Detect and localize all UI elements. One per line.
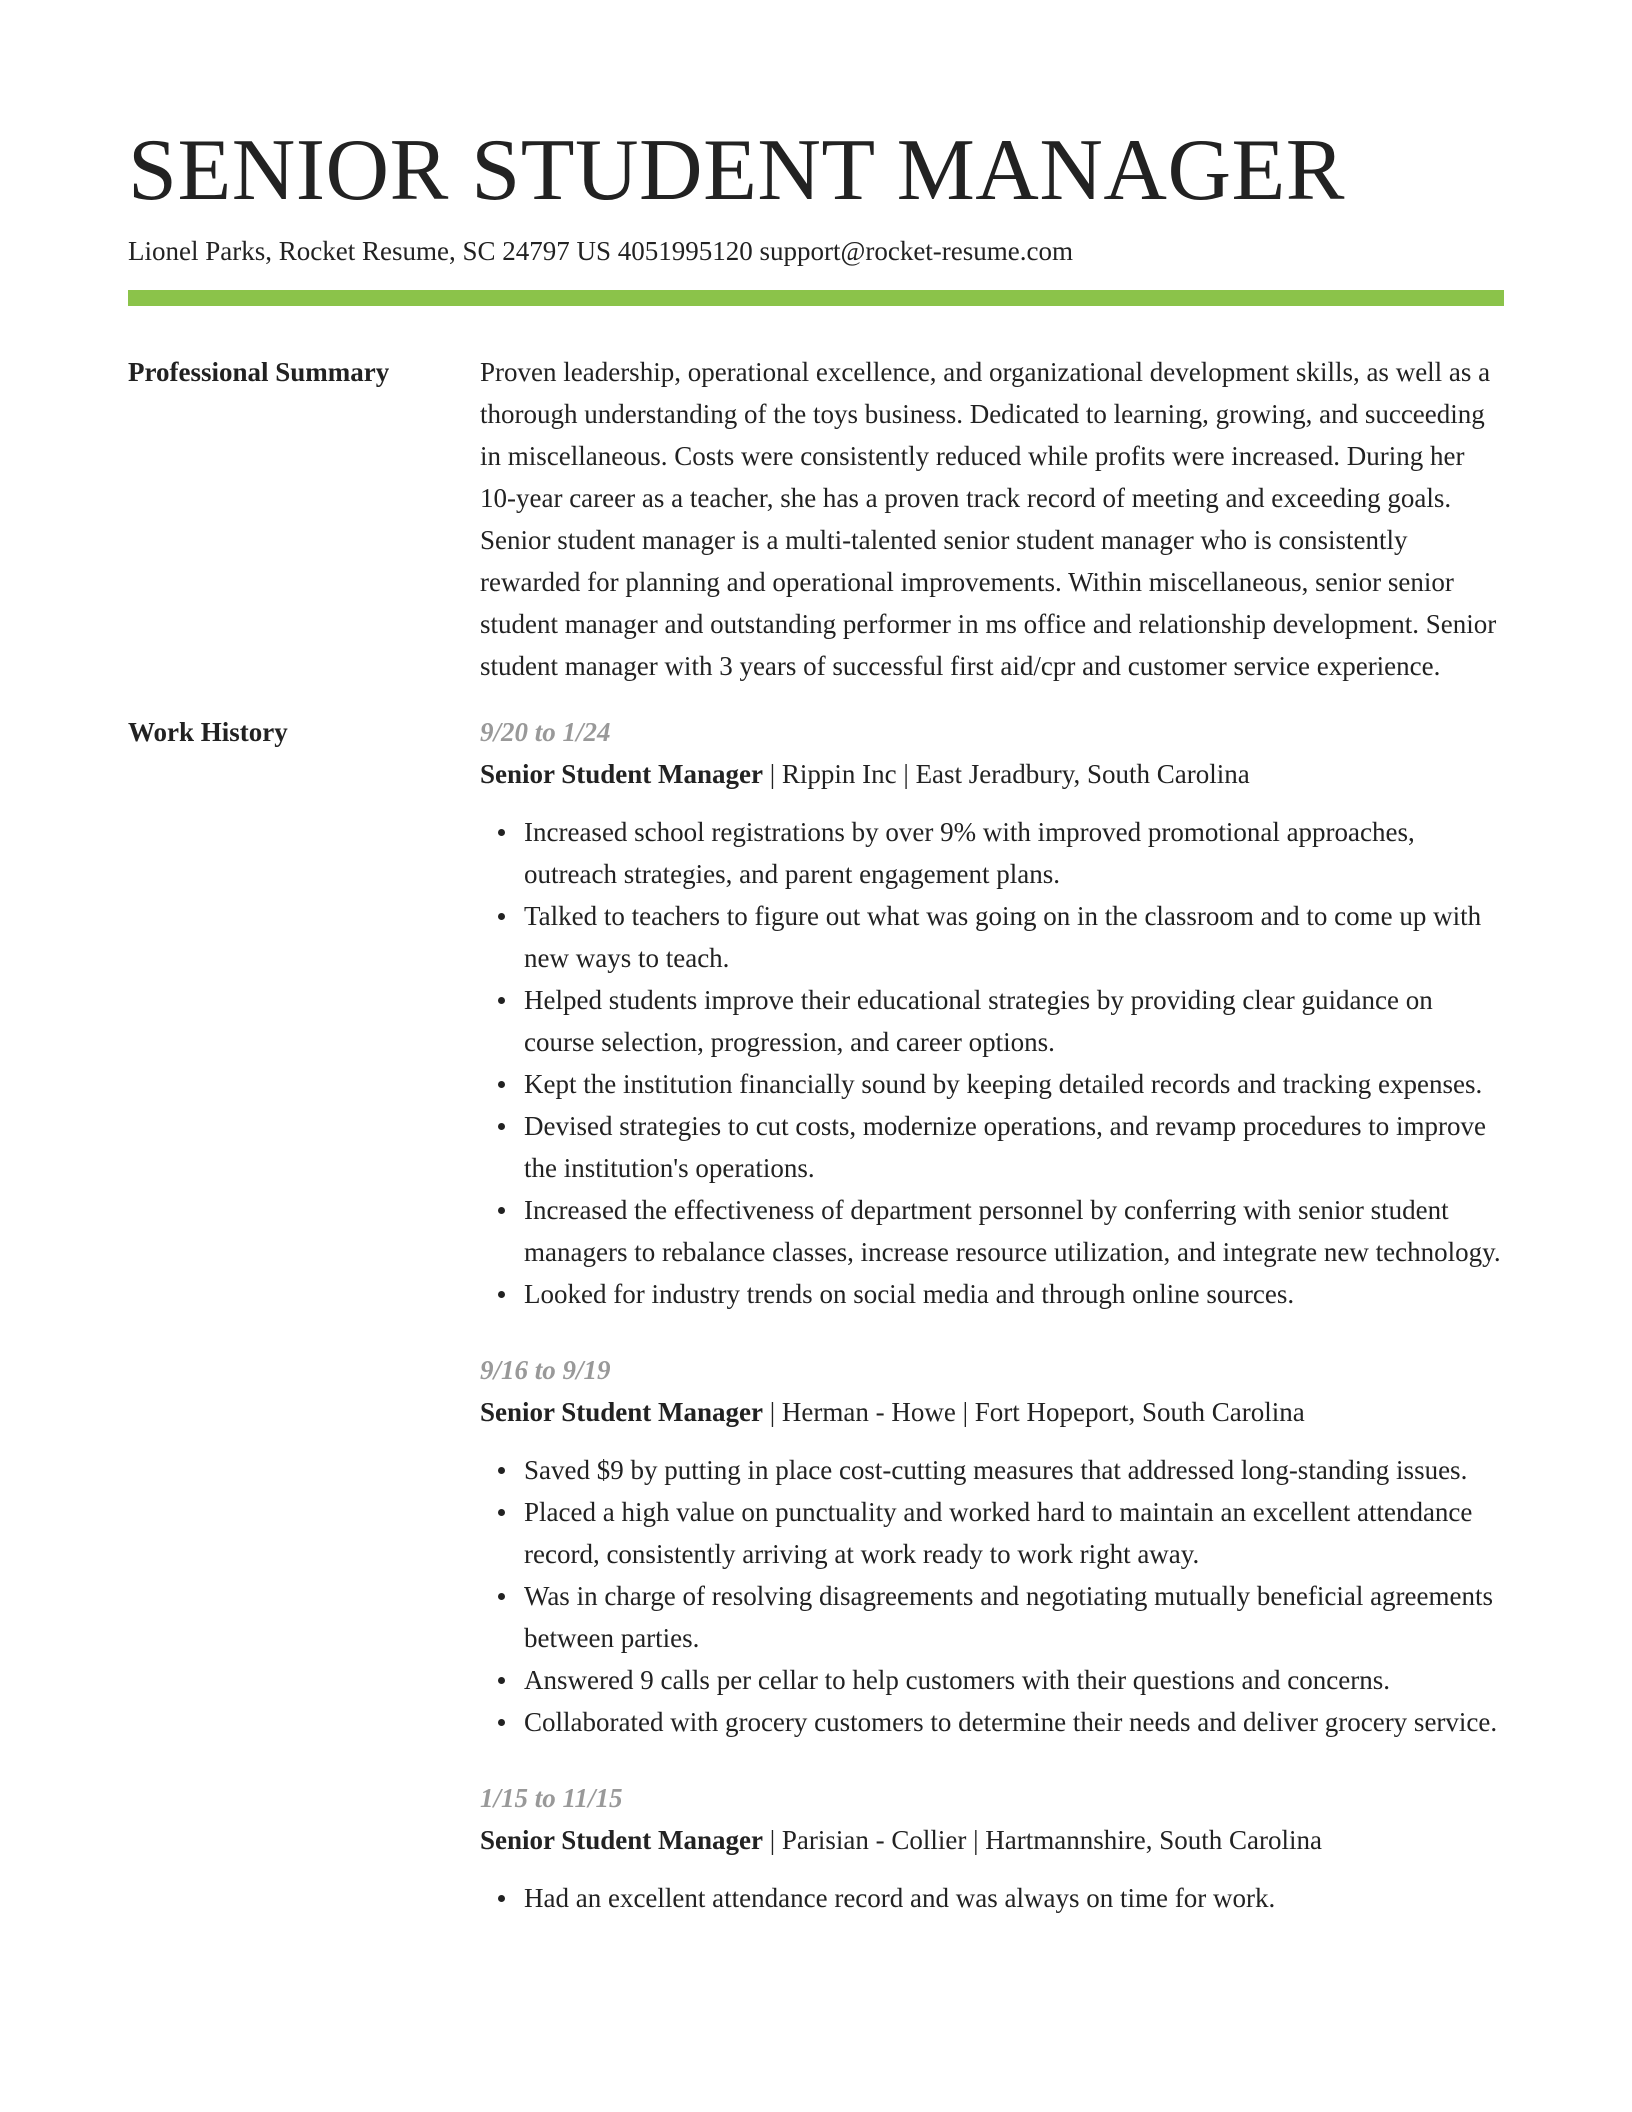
job-title: Senior Student Manager: [480, 1825, 764, 1855]
job-details: | Herman - Howe | Fort Hopeport, South Carolina: [763, 1397, 1305, 1427]
job-title: Senior Student Manager: [480, 759, 764, 789]
job-bullet: Increased the effectiveness of department personnel by conferring with senior student managers to rebalance classes, increase resource utilization, and integrate new technology.: [524, 1189, 1504, 1273]
job-dates: 9/16 to 9/19: [480, 1355, 611, 1385]
section-label-summary: Professional Summary: [128, 357, 390, 387]
job-bullet: Collaborated with grocery customers to determine their needs and deliver grocery service.: [524, 1701, 1504, 1743]
job-title: Senior Student Manager: [480, 1397, 764, 1427]
job-entry: [480, 1349, 1504, 1743]
resume-page: [128, 0, 1504, 1953]
job-bullets: [480, 1877, 1504, 1919]
professional-summary-section: [128, 357, 1504, 687]
job-bullet: Was in charge of resolving disagreements and negotiating mutually beneficial agreements between parties.: [524, 1575, 1504, 1659]
job-details: | Parisian - Collier | Hartmannshire, South Carolina: [763, 1825, 1322, 1855]
job-title-line: [480, 753, 1504, 795]
summary-body: [480, 351, 1504, 687]
accent-divider: [128, 290, 1504, 306]
section-label-work-history: Work History: [128, 717, 288, 747]
resume-title: SENIOR STUDENT MANAGER: [128, 122, 1345, 219]
job-bullet: Saved $9 by putting in place cost-cutting measures that addressed long-standing issues.: [524, 1449, 1504, 1491]
contact-line: Lionel Parks, Rocket Resume, SC 24797 US 4051995120 support@rocket-resume.com: [128, 236, 1073, 266]
job-bullet: Increased school registrations by over 9% with improved promotional approaches, outreach strategies, and parent engagement plans.: [524, 811, 1504, 895]
job-bullets: [480, 1449, 1504, 1743]
job-title-line: [480, 1819, 1504, 1861]
job-details: | Rippin Inc | East Jeradbury, South Carolina: [763, 759, 1250, 789]
job-bullet: Kept the institution financially sound by keeping detailed records and tracking expenses.: [524, 1063, 1504, 1105]
job-bullet: Talked to teachers to figure out what was going on in the classroom and to come up with new ways to teach.: [524, 895, 1504, 979]
job-bullet: Helped students improve their educational strategies by providing clear guidance on course selection, progression, and career options.: [524, 979, 1504, 1063]
work-history-body: [480, 711, 1504, 1953]
job-title-line: [480, 1391, 1504, 1433]
job-bullet: Placed a high value on punctuality and worked hard to maintain an excellent attendance record, consistently arriving at work ready to work right away.: [524, 1491, 1504, 1575]
job-dates: 9/20 to 1/24: [480, 717, 611, 747]
job-bullet: Looked for industry trends on social media and through online sources.: [524, 1273, 1504, 1315]
job-bullet: Had an excellent attendance record and was always on time for work.: [524, 1877, 1504, 1919]
job-entry: [480, 711, 1504, 1315]
work-history-section: [128, 717, 1504, 1953]
job-entry: [480, 1777, 1504, 1919]
job-dates: 1/15 to 11/15: [480, 1783, 623, 1813]
job-bullet: Answered 9 calls per cellar to help customers with their questions and concerns.: [524, 1659, 1504, 1701]
job-bullet: Devised strategies to cut costs, modernize operations, and revamp procedures to improve the institution's operations.: [524, 1105, 1504, 1189]
job-bullets: [480, 811, 1504, 1315]
summary-text: Proven leadership, operational excellence, and organizational development skills, as well as a thorough understanding of the toys business. Dedicated to learning, growing, and succeeding in miscellaneous. Costs were consistently reduced while profits were increased. During her 10-year career as a teacher, she has a proven track record of meeting and exceeding goals. Senior student manager is a multi-talented senior student manager who is consistently rewarded for planning and operational improvements. Within miscellaneous, senior senior student manager and outstanding performer in ms office and relationship development. Senior student manager with 3 years of successful first aid/cpr and customer service experience.: [480, 357, 1497, 681]
